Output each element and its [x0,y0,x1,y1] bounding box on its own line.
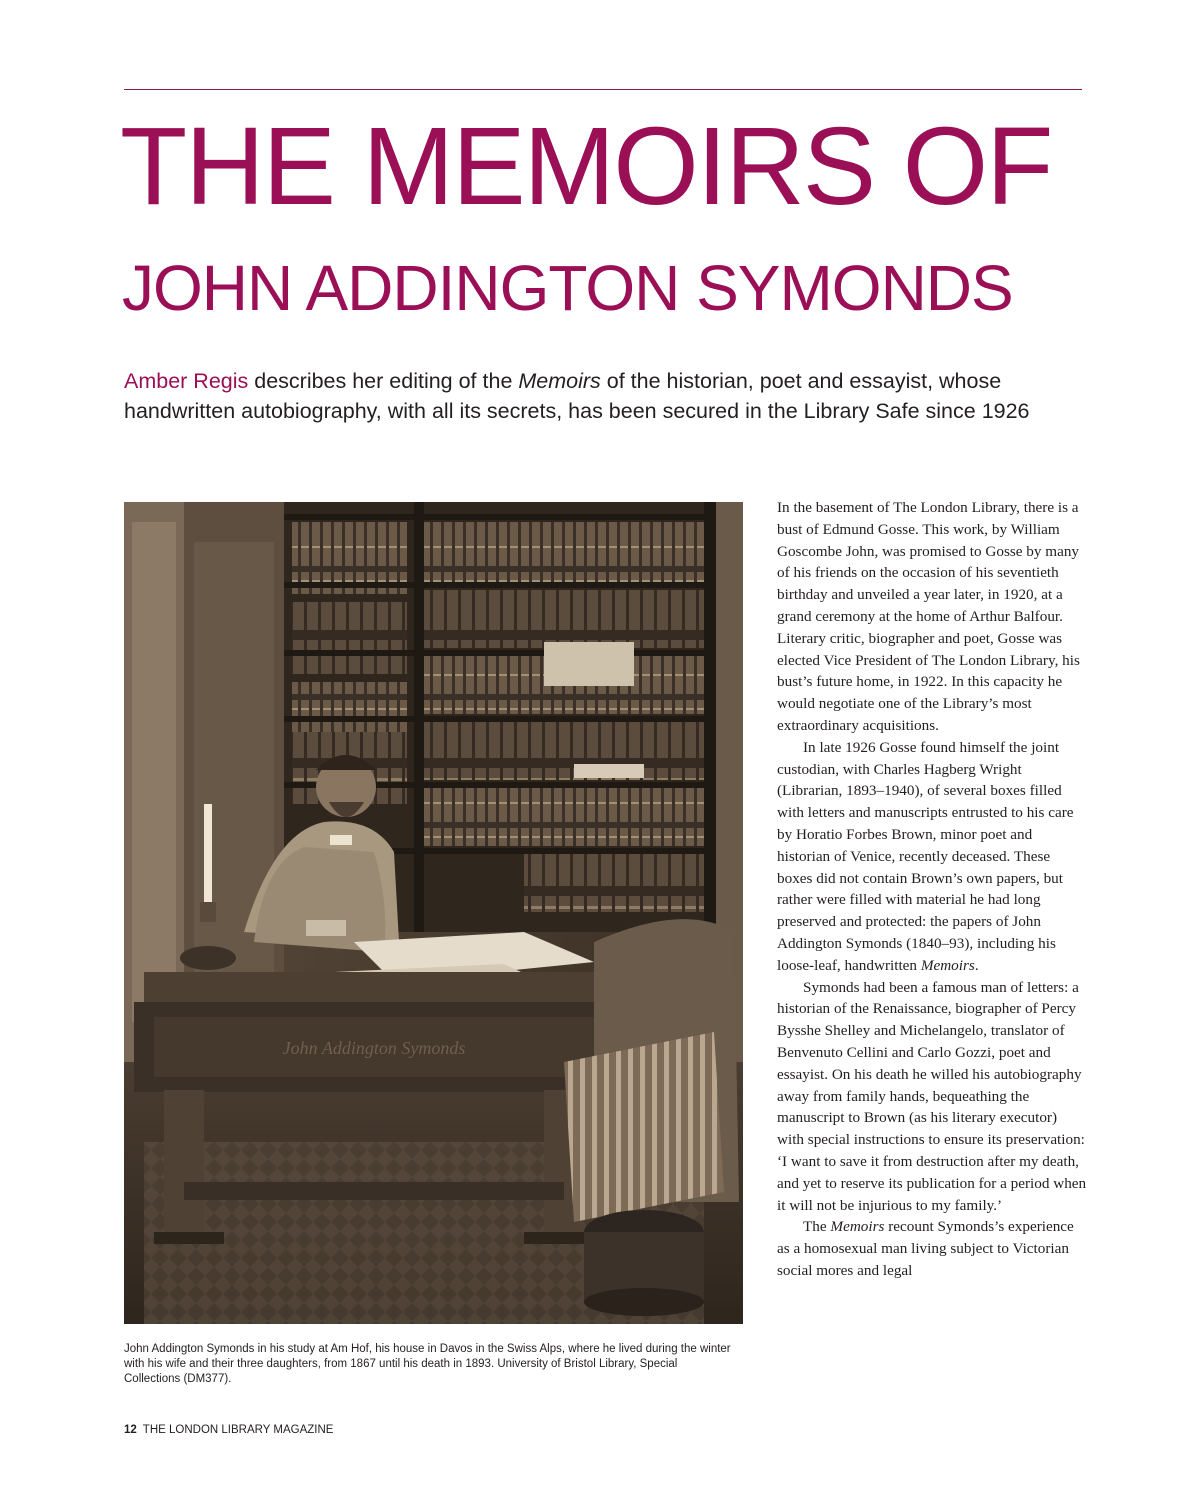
standfirst-text-after: of the historian, poet and essayist, whose handwritten autobiography, with all its secrets, has been secured in the Library Safe since 1926 [124,369,1030,423]
body-paragraph-4 [777,1216,1087,1281]
photo-caption: John Addington Symonds in his study at Am Hof, his house in Davos in the Swiss Alps, where he lived during the winter with his wife and their three daughters, from 1867 until his death in 1893. University of Bristol Library, Special Collections (DM377). [124,1343,731,1385]
standfirst-italic: Memoirs [518,369,601,393]
article-body [777,497,1087,1282]
body-p4-text: recount Symonds’s experience as a homosexual man living subject to Victorian social mores and legal [777,1218,1074,1279]
title-line-1: THE MEMOIRS OF [120,105,1052,228]
standfirst-text-before: describes her editing of the [248,369,519,393]
publication-name: THE LONDON LIBRARY MAGAZINE [142,1424,334,1436]
page-number: 12 [124,1424,137,1436]
body-p2-end: . [974,956,979,974]
page-footer [124,1424,333,1436]
body-p4-italic: Memoirs [830,1218,885,1236]
body-paragraph-1: In the basement of The London Library, there is a bust of Edmund Gosse. This work, by William Goscombe John, was promised to Gosse by many of his friends on the occasion of his seventieth birthday and unveiled a year later, in 1920, at a grand ceremony at the home of Arthur Balfour. Literary critic, biographer and poet, Gosse was elected Vice President of The London Library, his bust’s future home, in 1922. In this capacity he would negotiate one of the Library’s most extraordinary acquisitions. [777,499,1080,734]
body-paragraph-3: Symonds had been a famous man of letters: a historian of the Renaissance, biographer of Percy Bysshe Shelley and Michelangelo, translator of Benvenuto Cellini and Carlo Gozzi, poet and essayist. On his death he willed his autobiography away from family hands, bequeathing the manuscript to Brown (as his literary executor) with special instructions to ensure its preservation: ‘I want to save it from destruction after my death, and yet to reserve its publication for a period when it will not be injurious to my family.’ [777,978,1087,1214]
body-p2-text: In late 1926 Gosse found himself the joint custodian, with Charles Hagberg Wright (Librarian, 1893–1940), of several boxes filled with letters and manuscripts entrusted to his care by Horatio Forbes Brown, minor poet and historian of Venice, recently deceased. These boxes did not contain Brown’s own papers, but rather were filled with material he had long preserved and protected: the papers of John Addington Symonds (1840–93), including his loose-leaf, handwritten [777,738,1074,974]
standfirst-author: Amber Regis [124,369,249,393]
body-paragraph-2 [777,737,1087,977]
title-line-2: JOHN ADDINGTON SYMONDS [122,252,1013,324]
header-rule [124,89,1082,90]
symonds-study-photo [124,502,743,1324]
body-p4-start: The [803,1218,831,1236]
body-p2-italic: Memoirs [920,956,975,974]
standfirst [124,366,1094,426]
desk-inscription: John Addington Symonds [282,1038,466,1058]
